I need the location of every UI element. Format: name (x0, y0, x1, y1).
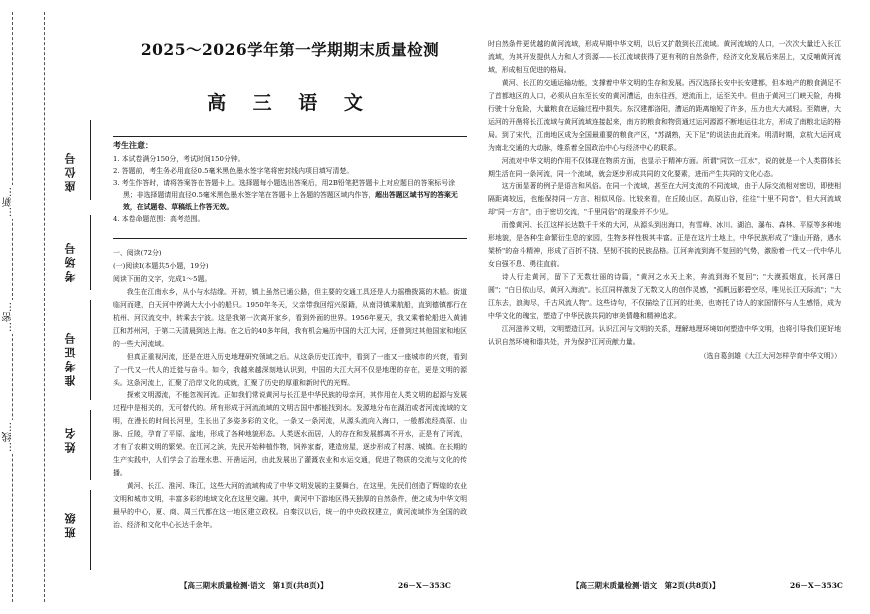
footer-left: 【高三期末质量检测·语文 第1页(共8页)】 (180, 581, 328, 590)
notice-box (113, 140, 467, 225)
notice-item-emphasis: 超出答题区域书写的答案无效，在试题卷、草稿纸上作答无效。 (123, 191, 458, 211)
name-label: 姓名 (64, 425, 77, 453)
passage-paragraph: 诗人行走黄河，留下了无数壮丽的诗篇，"黄河之水天上来，奔流到海不复回"；"大漠孤烟直，长河落日圆"；"白日依山尽，黄河入海流"。长江同样激发了无数文人的创作灵感，"孤帆远影碧空尽，唯见长江天际流"；"大江东去，浪淘尽，千古风流人物"。这些诗句，不仅描绘了江河的壮美，也寄托了诗人的家国情怀与人生感悟，成为中华文化的瑰宝，塑造了中华民族共同的审美情趣和精神追求。 (488, 273, 841, 321)
admission-number-label: 准考证号 (64, 330, 77, 386)
subject-title: 高 三 语 文 (207, 92, 373, 114)
passage-paragraph: 江河滋养文明，文明塑造江河。认识江河与文明的关系，理解地理环境如何塑造中华文明，也将引导我们更好地认识自然环境和谐共处，并为保护江河贡献力量。 (488, 324, 841, 346)
class-label: 班级 (64, 510, 77, 538)
section-instruction: 阅读下面的文字，完成1～5题。 (113, 274, 212, 283)
passage-paragraph: 黄河、长江的交通运输功能，支撑着中华文明的生存和发展。西汉选择长安中长安建都，但本地产的粮食满足不了首都地区的人口，必须从自东至长安的黄河漕运，由东往西，逆流而上，运至关中。但由于黄河三门峡天险，舟楫行驶十分危险，大量粮食在运输过程中损失。东汉建都洛阳，漕运的距离缩短了许多，压力也大大减轻。至隋唐，大运河的开凿将长江流域与黄河流域连接起来，南方的粮食和物资通过运河源源不断地运往北方，形成了南粮北运的格局。到了宋代，江南地区成为全国最重要的粮食产区，"苏湖熟，天下足"的说法由此而来。明清时期，京杭大运河成为南北交通的大动脉，维系着全国政治中心与经济中心的联系。 (488, 78, 841, 152)
exam-room-line (90, 215, 91, 290)
passage-paragraph: 河流对中华文明的作用不仅体现在物质方面，也显示于精神方面。所谓"同饮一江水"，说的就是一个人类群体长期生活在同一条河流，同一个流域，就会逐步形成共同的文化要素，进而产生共同的文化心态。 (488, 156, 841, 178)
passage-paragraph: 但真正重视河流，还是在进入历史地理研究领域之后。从这条历史江流中，看到了一座又一座城市的兴衰，看到了一代又一代人的迁徙与奋斗。如今，我越来越深刻地认识到，中国的大江大河不仅是地理的存在，更是文明的源头。这条河流上，汇聚了沿岸文化的成就，汇聚了历史的厚重和新时代的光辉。 (113, 352, 467, 387)
footer-right-code: 26－X－353C (790, 581, 843, 590)
admission-number-line (90, 300, 91, 400)
notice-item (113, 177, 467, 213)
passage-source: （选自葛剑雄《大江大河怎样孕育中华文明》） (699, 351, 841, 360)
passage-paragraph: 我生在江南水乡，从小与水结缘。开初，镇上虽然已通公路，但主要的交通工具还是人力摇橹拨篙的木船。街道临河而建，白天河中停满大大小小的船只。1950年冬天，父亲带我回绍兴原籍，从南浔镇乘航船，直到德镇都行在杭州、河汉流交中，转乘去宁波。这是我第一次离开家乡，看到外面的世界。1956年夏天，我又乘着轮船进入黄浦江和苏州河，于第二天清晨到达上海。在之后的40多年间，我有机会遍历中国的大江大河，还曾到过其他国家和地区的一些大河流域。 (113, 287, 467, 348)
notice-title: 考生注意： (113, 140, 153, 150)
passage-paragraph: 这方面显著的例子是语言和风俗。在同一个流域，甚至在大河支流的不同流域，由于人际交流相对密切，即使相隔距离较远，也能保持同一方言、相似风俗。比较来看，在丘陵山区、高原山谷，往往"十里不同音"，但大河流域却"同一方言"，由于密切交流，"千里同俗"的现象并不少见。 (488, 182, 841, 217)
cut-mark-new: …新… (3, 187, 14, 217)
cut-mark-line: …线… (3, 422, 14, 452)
passage-paragraph: 时自然条件更优越的黄河流域，形成早期中华文明，以后又扩散到长江流域。黄河流域的人口，一次次大量迁入长江流域，为其开发提供人力和人才资源——长江流域获得了更有利的自然条件，经济文化发展后来居上，又反哺黄河流域，形成相互促进的格局。 (488, 40, 841, 74)
notice-item: 1. 本试卷满分150分，考试时间150分钟。 (113, 155, 245, 163)
exam-room-label: 考场号 (64, 240, 77, 282)
notice-top-rule (113, 136, 467, 137)
seat-number-line (90, 120, 91, 200)
binding-strip (0, 0, 110, 614)
passage-paragraph: 而像黄河、长江这样长达数千千米的大河，从源头到出海口，有雪峰、冰川、湖泊、瀑布、森林、平原等多种地形地貌，是各种生命繁衍生息的家园，生物多样性极其丰富。正是在这片土地上，中华民族形成了"逢山开路，遇水架桥"的奋斗精神，形成了百折不挠、坚韧不拔的民族品格。江河奔流到海不复回的气势，激励着一代又一代中华儿女自强不息、勇往直前。 (488, 221, 841, 269)
section-heading: 一、阅读(72分) (113, 249, 162, 257)
right-passage (488, 38, 841, 568)
passage-paragraph: 黄河、长江、淮河、珠江，这些大河的流域构成了中华文明发展的主要舞台，在这里，先民们创造了辉煌的农业文明和城市文明，丰富多彩的地域文化在这里交融。其中，黄河中下游地区得天独厚的自然条件，使之成为中华文明最早的中心，夏、商、周三代都在这一地区建立政权。自秦汉以后，统一的中央政权建立，黄河流域作为全国的政治、经济和文化中心长达千余年。 (113, 482, 467, 530)
passage-paragraph: 探索文明源流，不能忽视河流。正如我们常说黄河与长江是中华民族的母亲河，其作用在人类文明的起源与发展过程中是相关的，无可替代的。所有形成于河流流域的文明古国中都能找到水。发源地分布在湖泊或者河流流域的文明，在漫长的时间长河里，生长出了多姿多彩的文化，一条又一条河流，从源头流向入海口，一般都流经高原、山脉、丘陵，孕育了平原、盆地，形成了各种地貌形态。人类逐水而居，人的存在和发展都离不开水，正是有了河流，才有了农耕文明的繁荣。在江河之滨，先民开始种植作物，饲养家畜，建造房屋，逐步形成了村落、城镇。在长期的生产实践中，人们学会了治理水患、开凿运河，由此发展出了灌溉农业和水运交通，促进了物质的交流与文化的传播。 (113, 391, 467, 478)
left-passage (113, 286, 467, 586)
notice-item: 2. 答题前，考生务必用直径0.5毫米黑色墨水签字笔将密封线内项目填写清楚。 (113, 167, 354, 175)
reading-section (113, 247, 467, 586)
exam-title: 2025～2026学年第一学期期末质量检测 (140, 40, 440, 59)
class-line (90, 490, 91, 570)
name-line (90, 410, 91, 480)
cut-mark-seal: …密… (3, 302, 14, 332)
seat-number-label: 座位号 (64, 150, 77, 192)
footer-left-code: 26－X－353C (398, 581, 451, 590)
cut-line-inner (44, 12, 45, 602)
footer-right: 【高三期末质量检测·语文 第2页(共8页)】 (572, 581, 720, 590)
notice-bottom-rule (113, 238, 467, 239)
section-subheading: (一)阅读Ⅰ(本题共5小题，19分) (113, 261, 209, 270)
notice-item: 4. 本卷命题范围：高考范围。 (113, 215, 205, 223)
notice-item-text: 3. 考生作答时，请将答案答在答题卡上。选择题每小题选出答案后，用2B铅笔把答题卡上对应题目的答案标号涂黑；非选择题请用直径0.5毫米黑色墨水签字笔在答题卡上各题的答题区域内作答， (113, 179, 456, 199)
